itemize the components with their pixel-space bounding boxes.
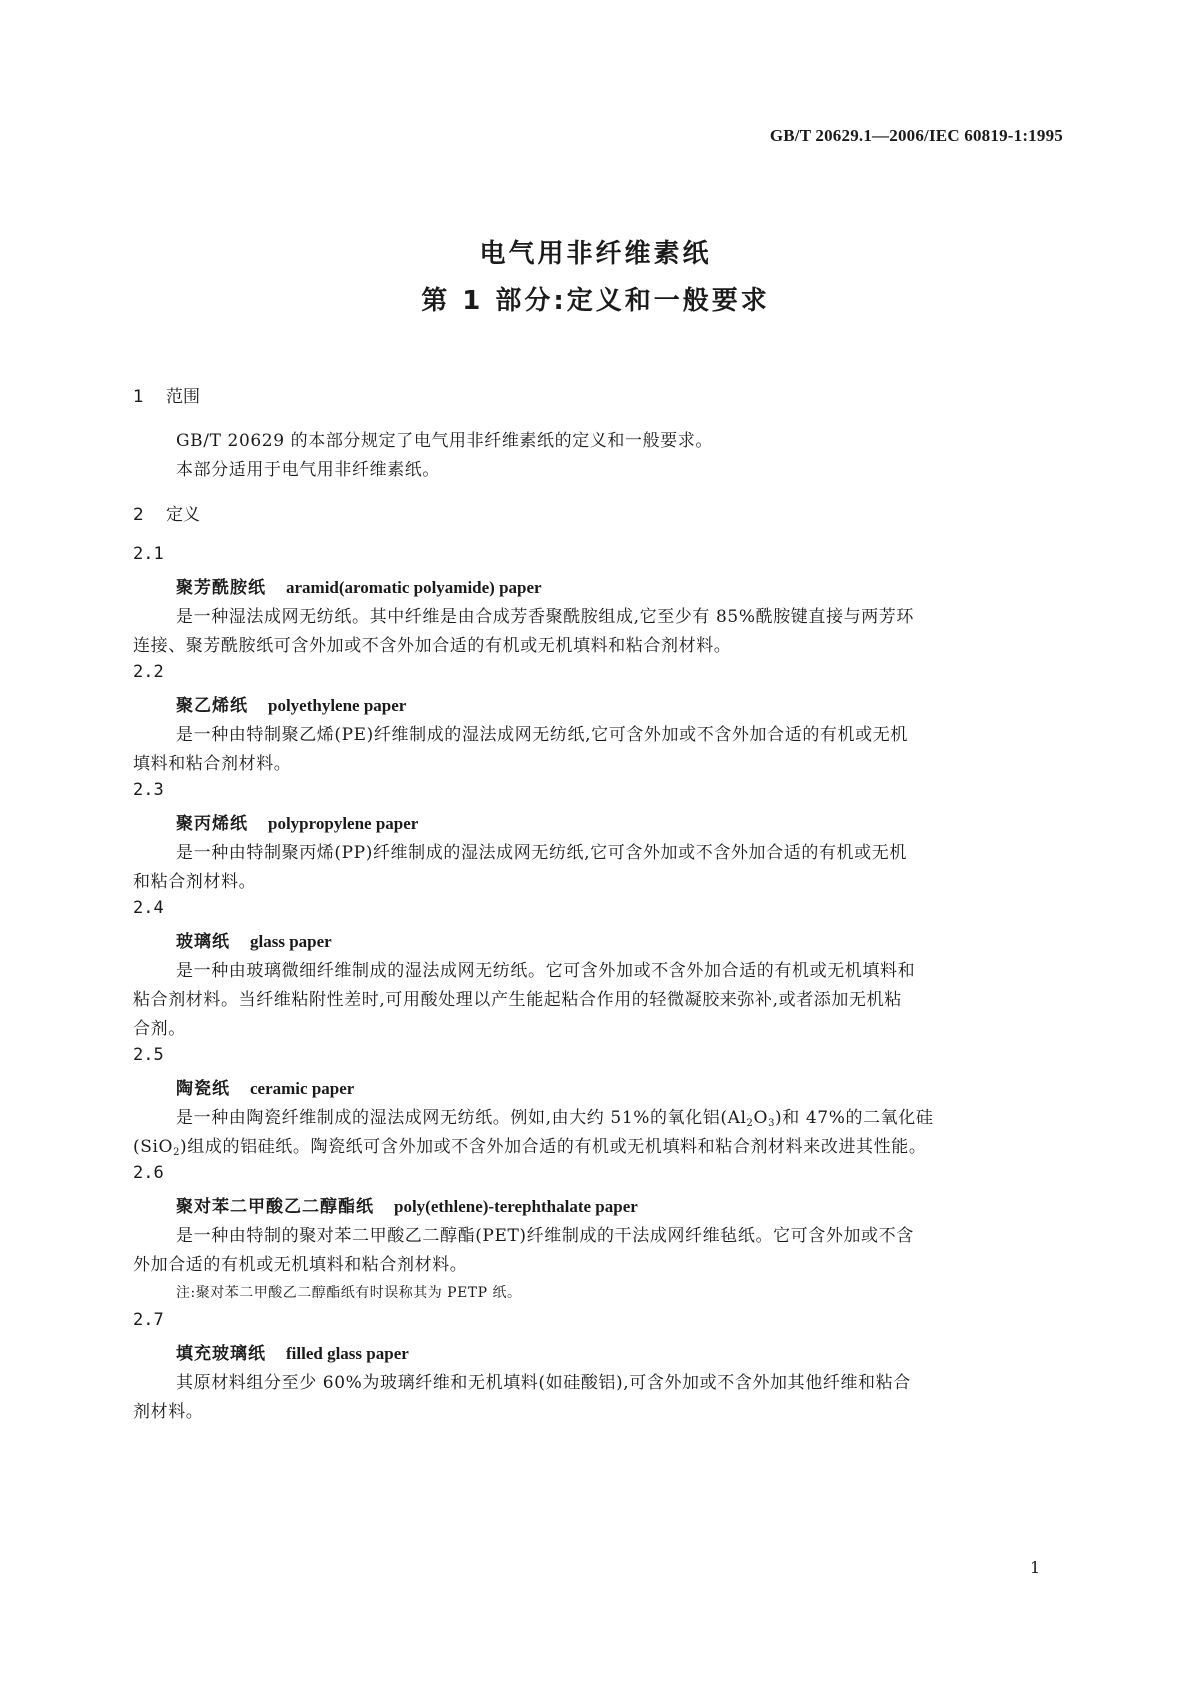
definition-line: 是一种由玻璃微细纤维制成的湿法成网无纺纸。它可含外加或不含外加合适的有机或无机填料和 [176, 961, 916, 981]
term-chinese: 聚对苯二甲酸乙二醇酯纸 [176, 1197, 374, 1217]
definition-line: 是一种由特制聚丙烯(PP)纤维制成的湿法成网无纺纸,它可含外加或不含外加合适的有机或无机 [176, 843, 907, 863]
term-english: polypropylene paper [268, 814, 419, 833]
document-title-line1: 电气用非纤维素纸 [479, 239, 712, 269]
clause-number: 2.1 [133, 544, 164, 564]
term-heading [176, 691, 406, 716]
term-english: glass paper [250, 932, 332, 951]
term-heading [176, 1192, 638, 1217]
definition-line: 剂材料。 [133, 1402, 204, 1422]
definition-line: 填料和粘合剂材料。 [133, 754, 292, 774]
document-title-line2: 第 1 部分:定义和一般要求 [421, 286, 770, 316]
scope-paragraph-2: 本部分适用于电气用非纤维素纸。 [176, 460, 440, 480]
standard-code: GB/T 20629.1—2006/IEC 60819-1:1995 [769, 126, 1063, 145]
term-english: poly(ethlene)-terephthalate paper [394, 1197, 638, 1216]
definition-note: 注:聚对苯二甲酸乙二醇酯纸有时误称其为 PETP 纸。 [176, 1285, 522, 1301]
text-segment: )和 47%的二氧化硅 [775, 1108, 934, 1128]
scope-paragraph-1: GB/T 20629 的本部分规定了电气用非纤维素纸的定义和一般要求。 [176, 431, 714, 451]
text-segment: (SiO [133, 1137, 174, 1157]
clause-number: 2.3 [133, 780, 164, 800]
definition-line: 和粘合剂材料。 [133, 872, 257, 892]
term-chinese: 陶瓷纸 [176, 1079, 230, 1099]
definition-line: 连接、聚芳酰胺纸可含外加或不含外加合适的有机或无机填料和粘合剂材料。 [133, 636, 732, 656]
term-chinese: 聚芳酰胺纸 [176, 578, 266, 598]
term-english: aramid(aromatic polyamide) paper [286, 578, 542, 597]
subscript: 2 [746, 1118, 754, 1129]
definition-line: 是一种由特制聚乙烯(PE)纤维制成的湿法成网无纺纸,它可含外加或不含外加合适的有机或无机 [176, 725, 908, 745]
term-chinese: 聚乙烯纸 [176, 696, 248, 716]
term-chinese: 玻璃纸 [176, 932, 230, 952]
term-heading [176, 927, 332, 952]
page-number: 1 [1030, 1558, 1041, 1577]
definition-line: 合剂。 [133, 1019, 186, 1039]
section-number: 2 [133, 505, 144, 525]
term-english: filled glass paper [286, 1344, 409, 1363]
subscript: 3 [768, 1118, 776, 1129]
clause-number: 2.7 [133, 1310, 164, 1330]
definition-line: 外加合适的有机或无机填料和粘合剂材料。 [133, 1255, 468, 1275]
term-english: polyethylene paper [268, 696, 407, 715]
clause-number: 2.6 [133, 1163, 164, 1183]
section-number: 1 [133, 387, 144, 407]
section-heading-definitions [133, 500, 200, 525]
term-chinese: 聚丙烯纸 [176, 814, 248, 834]
term-heading [176, 1339, 409, 1364]
clause-number: 2.5 [133, 1045, 164, 1065]
section-title: 定义 [166, 505, 200, 525]
definition-line: 其原材料组分至少 60%为玻璃纤维和无机填料(如硅酸铝),可含外加或不含外加其他纤维和粘合 [176, 1373, 911, 1393]
definition-line: 是一种湿法成网无纺纸。其中纤维是由合成芳香聚酰胺组成,它至少有 85%酰胺键直接与两芳环 [176, 607, 914, 627]
term-heading [176, 573, 542, 598]
definition-line: 粘合剂材料。当纤维粘附性差时,可用酸处理以产生能起粘合作用的轻微凝胶来弥补,或者添加无机粘 [133, 990, 902, 1010]
definition-line [133, 1132, 1058, 1158]
term-english: ceramic paper [250, 1079, 355, 1098]
section-heading-scope [133, 382, 200, 407]
section-title: 范围 [166, 387, 200, 407]
clause-number: 2.4 [133, 898, 164, 918]
text-segment: O [753, 1108, 769, 1128]
term-heading [176, 1074, 354, 1099]
text-segment: )组成的铝硅纸。陶瓷纸可含外加或不含外加合适的有机或无机填料和粘合剂材料来改进其性能。 [180, 1137, 927, 1157]
definition-line: 是一种由特制的聚对苯二甲酸乙二醇酯(PET)纤维制成的干法成网纤维毡纸。它可含外加或不含 [176, 1226, 914, 1246]
term-heading [176, 809, 418, 834]
definition-line [176, 1103, 1058, 1129]
term-chinese: 填充玻璃纸 [176, 1344, 266, 1364]
clause-number: 2.2 [133, 662, 164, 682]
text-segment: 是一种由陶瓷纤维制成的湿法成网无纺纸。例如,由大约 51%的氧化铝(Al [176, 1108, 747, 1128]
subscript: 2 [173, 1147, 181, 1158]
